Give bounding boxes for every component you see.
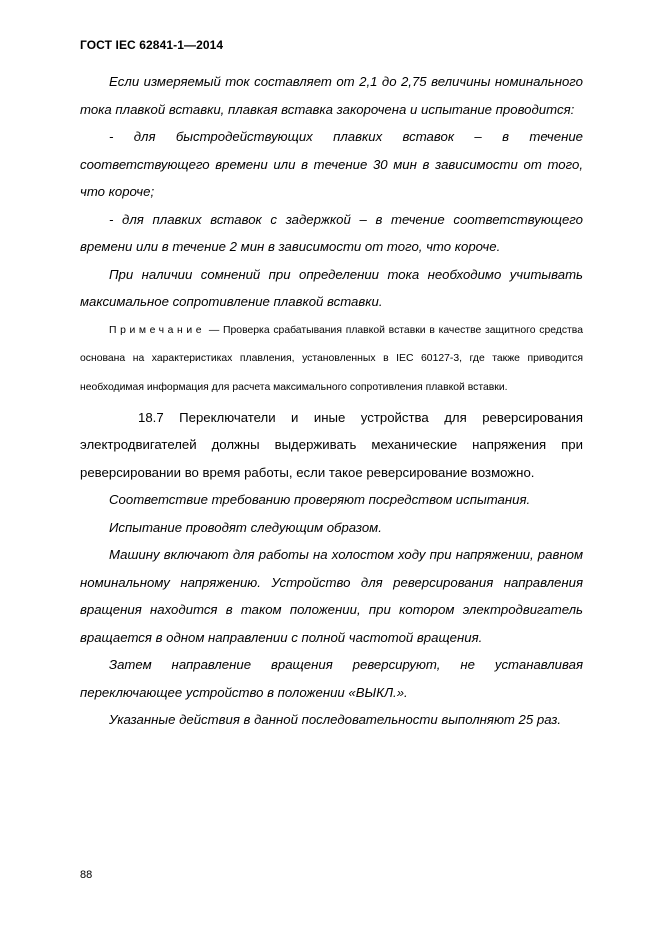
clause-text: Переключатели и иные устройства для реверсирования электродвигателей должны выдерживать механические напряжения при реверсировании во время работы, если такое реверсирование возможно. [80,409,583,480]
paragraph-reverse-direction: Затем направление вращения реверсируют, не устанавливая переключающее устройство в положении «ВЫКЛ.». [80,657,583,700]
paragraph-test-method: Испытание проводят следующим образом. [109,519,382,535]
note-block [80,317,583,403]
document-header: ГОСТ IEC 62841-1—2014 [80,38,224,52]
paragraph-current-range: Если измеряемый ток составляет от 2,1 до 2,75 величины номинального тока плавкой вставки, плавкая вставка закорочена и испытание проводится: [80,74,583,117]
note-label: Примечание [109,324,206,336]
paragraph-machine-operation: Машину включают для работы на холостом ходу при напряжении, равном номинальному напряжению. Устройство для реверсирования направления вращения находится в таком положении, при котором электродвигатель вращается в одном направлении с полной частотой вращения. [80,547,583,645]
list-item-delay-fuses: - для плавких вставок с задержкой – в течение соответствующего времени или в течение 2 мин в зависимости от того, что короче. [80,211,583,254]
note-text: — Проверка срабатывания плавкой вставки в качестве защитного средства основана на характеристиках плавления, установленных в IEC 60127-3, где также приводится необходимая информация для расчета максимального сопротивления плавкой вставки. [80,324,583,394]
paragraph-compliance: Соответствие требованию проверяют посредством испытания. [109,492,531,508]
paragraph-doubt-resistance: При наличии сомнений при определении тока необходимо учитывать максимальное сопротивление плавкой вставки. [80,266,583,309]
page-body [80,68,583,734]
clause-number: 18.7 [138,409,164,425]
list-item-fast-fuses: - для быстродействующих плавких вставок – в течение соответствующего времени или в течение 30 мин в зависимости от того, что короче; [80,129,583,199]
paragraph-repeat-count: Указанные действия в данной последовательности выполняют 25 раз. [109,712,562,728]
clause-18-7 [80,404,583,487]
page-number: 88 [80,869,93,881]
